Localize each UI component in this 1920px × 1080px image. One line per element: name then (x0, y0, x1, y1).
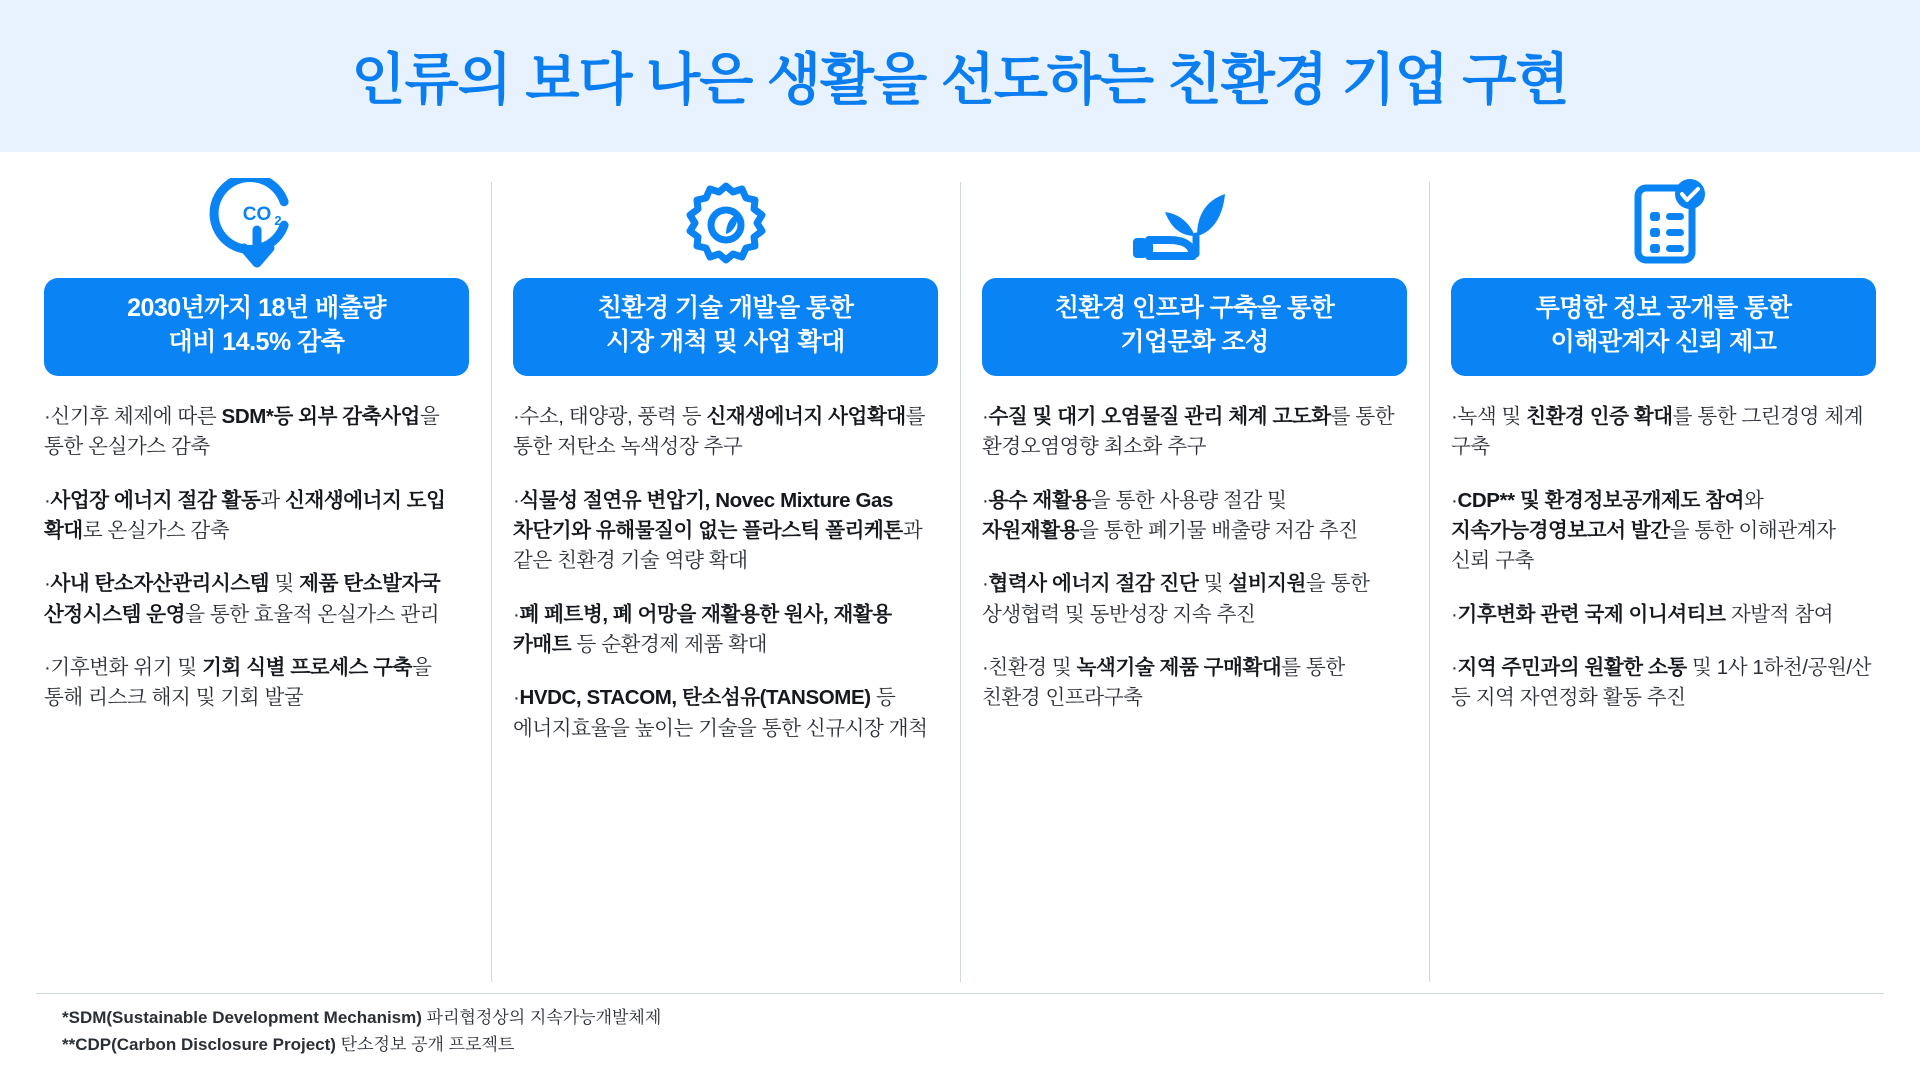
page-title: 인류의 보다 나은 생활을 선도하는 친환경 기업 구현 (351, 48, 1569, 111)
headline-line-1: 친환경 인프라 구축을 통한 (1054, 294, 1335, 323)
headline-line-1: 친환경 기술 개발을 통한 (597, 294, 854, 323)
list-item: ·식물성 절연유 변압기, Novec Mixture Gas 차단기와 유해물질이 없는 플라스틱 폴리케톤과 같은 친환경 기술 역량 확대 (513, 488, 923, 573)
document-handshake-icon (1451, 170, 1876, 278)
headline-line-2: 이해관계자 신뢰 제고 (1550, 328, 1777, 356)
list-item: ·사내 탄소자산관리시스템 및 제품 탄소발자국 산정시스템 운영을 통한 효율적 온실가스 관리 (44, 572, 441, 626)
footnote-sdm (62, 1005, 1920, 1031)
list-item: ·기후변화 관련 국제 이니셔티브 자발적 참여 (1451, 602, 1834, 626)
headline-line-2: 시장 개척 및 사업 확대 (606, 328, 845, 356)
list-item: ·지역 주민과의 원활한 소통 및 1사 1하천/공원/산 등 지역 자연정화 활동 추진 (1451, 655, 1872, 710)
list-item: ·친환경 및 녹색기술 제품 구매확대를 통한 친환경 인프라구축 (982, 655, 1345, 710)
list-item: ·기후변화 위기 및 기회 식별 프로세스 구축을 통해 리스크 해지 및 기회 발굴 (44, 655, 432, 710)
list-item: ·신기후 체제에 따른 SDM*등 외부 감축사업을 통한 온실가스 감축 (44, 405, 440, 459)
column-headline-3 (982, 278, 1407, 376)
gear-leaf-icon (513, 170, 938, 278)
columns-container (0, 152, 1920, 994)
headline-line-2: 대비 14.5% 감축 (168, 328, 345, 356)
footnote-mark: **CDP(Carbon Disclosure Project) (62, 1034, 336, 1054)
list-item: ·협력사 에너지 절감 진단 및 설비지원을 통한 상생협력 및 동반성장 지속 추진 (982, 572, 1370, 626)
headline-line-1: 2030년까지 18년 배출량 (127, 294, 386, 323)
column-transparent-disclosure (1429, 170, 1898, 994)
headline-line-2: 기업문화 조성 (1120, 328, 1269, 356)
list-item: ·용수 재활용을 통한 사용량 절감 및 자원재활용을 통한 폐기물 배출량 저감 추진 (982, 488, 1358, 542)
list-item: ·CDP** 및 환경정보공개제도 참여와 지속가능경영보고서 발간을 통한 이해관계자 신뢰 구축 (1451, 488, 1836, 573)
list-item: ·폐 페트병, 폐 어망을 재활용한 원사, 재활용 카매트 등 순환경제 제품 확대 (513, 602, 892, 656)
bullet-list-2 (513, 402, 938, 744)
svg-text:2: 2 (273, 213, 282, 228)
footnote-tail: 파리협정상의 지속가능개발체제 (421, 1008, 662, 1028)
list-item: ·HVDC, STACOM, 탄소섬유(TANSOME) 등 에너지효율을 높이는 기술을 통한 신규시장 개척 (513, 686, 928, 740)
bullet-list-3 (982, 402, 1407, 714)
footnote-tail: 탄소정보 공개 프로젝트 (335, 1034, 515, 1054)
footnote-cdp (62, 1032, 1920, 1058)
co2-reduction-icon (44, 170, 469, 278)
header-banner (0, 0, 1920, 152)
svg-text:CO: CO (242, 204, 271, 225)
bullet-list-1 (44, 402, 469, 714)
column-headline-4 (1451, 278, 1876, 376)
list-item: ·녹색 및 친환경 인증 확대를 통한 그린경영 체계 구축 (1451, 405, 1864, 459)
bullet-list-4 (1451, 402, 1876, 714)
column-green-infrastructure (960, 170, 1429, 994)
headline-line-1: 투명한 정보 공개를 통한 (1535, 294, 1792, 323)
hand-plant-icon (982, 170, 1407, 278)
list-item: ·수소, 태양광, 풍력 등 신재생에너지 사업확대를 통한 저탄소 녹색성장 추구 (513, 405, 926, 459)
column-headline-1 (44, 278, 469, 376)
column-co2-reduction (22, 170, 491, 994)
footnote-mark: *SDM(Sustainable Development Mechanism) (62, 1008, 422, 1028)
column-headline-2 (513, 278, 938, 376)
column-green-technology (491, 170, 960, 994)
footnotes (0, 993, 1920, 1080)
list-item: ·사업장 에너지 절감 활동과 신재생에너지 도입 확대로 온실가스 감축 (44, 488, 446, 542)
list-item: ·수질 및 대기 오염물질 관리 체계 고도화를 통한 환경오염영향 최소화 추구 (982, 405, 1395, 459)
